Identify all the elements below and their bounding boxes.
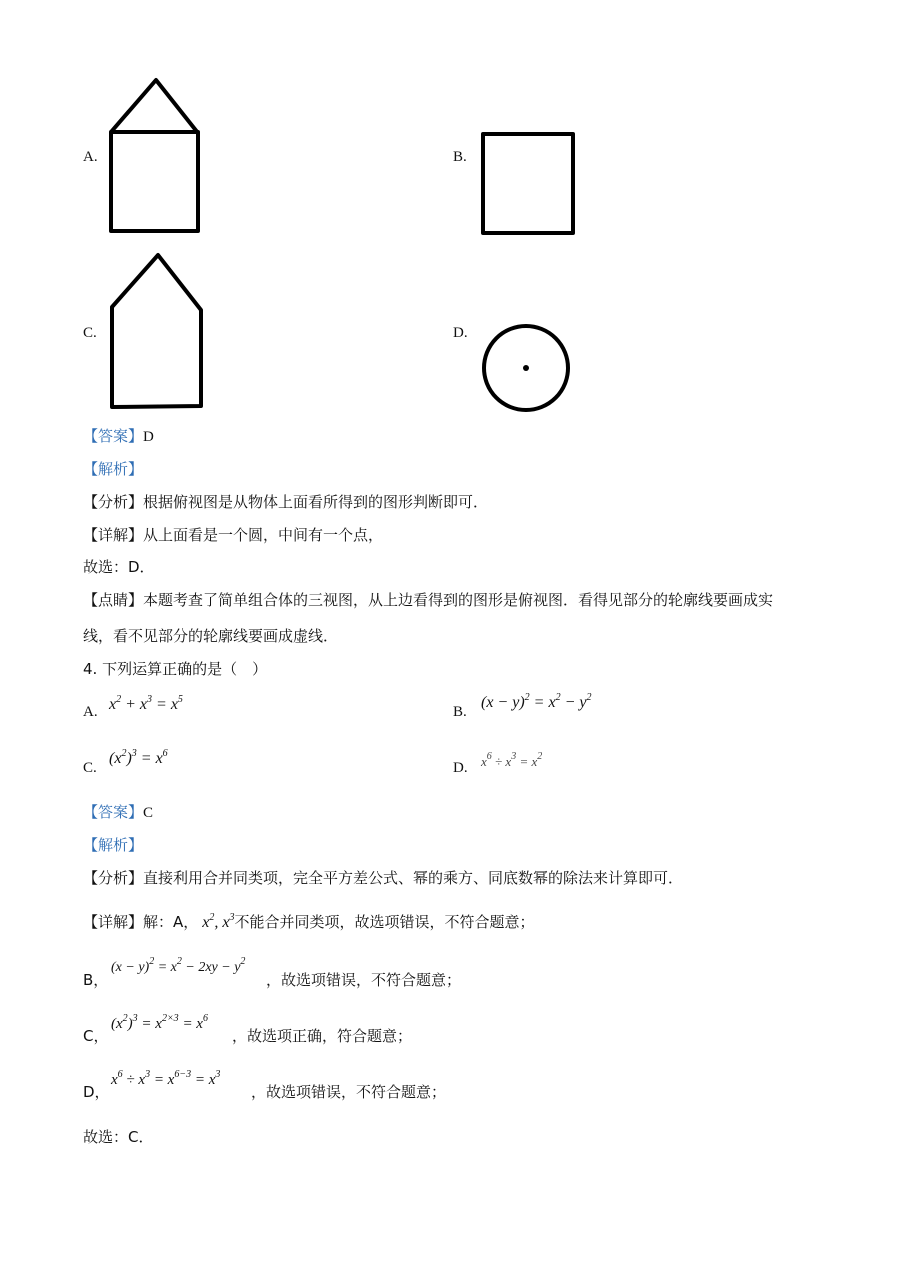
q4-answer-tag: 【答案】 — [83, 803, 144, 821]
q4-option-d-formula: $x^6 \div x^3 = x^2$ — [481, 751, 543, 769]
q3-analysis-tag: 【解析】 — [83, 460, 144, 478]
q4-detail-d-prefix: D， — [83, 1083, 110, 1101]
q4-detail-c-formula: $(x^2)^3 = x^{2\times 3} = x^6$ — [111, 1013, 208, 1032]
q4-detail-b-line — [83, 970, 108, 990]
q3-answer-line — [83, 426, 154, 447]
q3-analysis-label: 【分析】 — [83, 493, 144, 511]
q4-option-c-formula: $(x^2)^3 = x^6$ — [109, 748, 168, 767]
q3-detail-line — [83, 525, 383, 545]
q4-option-b-formula: $(x - y)^2 = x^2 - y^2$ — [481, 692, 592, 711]
q4-option-b-letter: B. — [453, 704, 467, 720]
option-a-walls — [111, 132, 198, 231]
q4-analysis-text: 直接利用合并同类项，完全平方差公式、幂的乘方、同底数幂的除法来计算即可． — [143, 869, 684, 887]
q4-answer-line — [83, 802, 153, 823]
q3-comment-label: 【点睛】 — [83, 591, 144, 609]
q4-analysis-line — [83, 868, 683, 888]
q4-question: 4. 下列运算正确的是（ ） — [83, 660, 268, 678]
q4-option-c-letter: C. — [83, 760, 97, 776]
q4-detail-b-prefix: B， — [83, 971, 109, 989]
q3-conclusion: 故选：D． — [83, 558, 155, 576]
q4-option-d-letter: D. — [453, 760, 468, 776]
q4-detail-b-text: ，故选项错误，不符合题意； — [266, 971, 462, 989]
q4-detail-d-text: ，故选项错误，不符合题意； — [251, 1083, 447, 1101]
option-c-figure — [104, 248, 208, 414]
option-a-roof — [111, 80, 198, 133]
q3-answer-tag: 【答案】 — [83, 427, 144, 445]
q4-option-a-letter: A. — [83, 704, 98, 720]
option-c-letter: C. — [83, 325, 97, 341]
q3-analysis-text: 根据俯视图是从物体上面看所得到的图形判断即可． — [143, 493, 489, 511]
option-b-square — [483, 134, 573, 233]
q4-detail-d-formula: $x^6 \div x^3 = x^{6-3} = x^3$ — [111, 1069, 221, 1088]
q4-detail-c-line — [83, 1026, 108, 1046]
q4-detail-b-formula: $(x - y)^2 = x^2 - 2xy - y^2$ — [111, 956, 246, 975]
option-d-letter: D. — [453, 325, 468, 341]
q4-option-a-formula: $x^2 + x^3 = x^5$ — [109, 694, 183, 713]
option-d-figure — [478, 320, 574, 416]
option-a-figure — [104, 74, 208, 238]
option-b-figure — [478, 128, 578, 238]
option-d-center-dot — [523, 365, 529, 371]
q3-detail-text: 从上面看是一个圆，中间有一个点， — [143, 526, 384, 544]
q4-detail-a-line — [83, 912, 535, 933]
q4-detail-label: 【详解】 — [83, 913, 144, 931]
option-a-letter: A. — [83, 149, 98, 165]
q3-comment-line2: 线，看不见部分的轮廓线要画成虚线． — [83, 627, 339, 645]
option-b-letter: B. — [453, 149, 467, 165]
q3-detail-label: 【详解】 — [83, 526, 144, 544]
q4-answer-value: C — [143, 805, 154, 821]
q3-comment-line1 — [83, 590, 773, 610]
q3-answer-value: D — [143, 429, 154, 445]
option-c-pentagon — [112, 255, 201, 407]
q4-detail-d-line — [83, 1082, 110, 1102]
q4-detail-c-prefix: C， — [83, 1027, 109, 1045]
q4-conclusion: 故选：C． — [83, 1128, 154, 1146]
q4-detail-c-text: ，故选项正确，符合题意； — [232, 1027, 413, 1045]
q4-detail-a-prefix: 解：A， — [143, 913, 199, 931]
q4-detail-a-formula: $x^2$, $x^3$ — [198, 912, 235, 931]
q4-analysis-label: 【分析】 — [83, 869, 144, 887]
q4-analysis-tag: 【解析】 — [83, 836, 144, 854]
q4-detail-a-text: 不能合并同类项，故选项错误，不符合题意； — [234, 913, 535, 931]
q3-comment-text: 本题考查了简单组合体的三视图，从上边看得到的图形是俯视图．看得见部分的轮廓线要画成实 — [143, 591, 774, 609]
q3-analysis-line — [83, 492, 488, 512]
